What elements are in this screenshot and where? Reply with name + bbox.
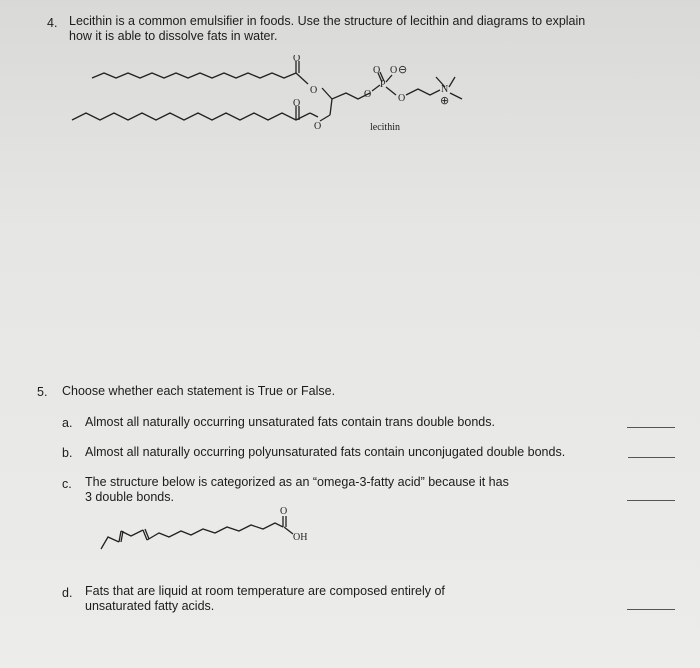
lecithin-structure — [0, 55, 700, 205]
item-b-answer-blank[interactable] — [628, 457, 675, 458]
lecithin-label: lecithin — [370, 122, 400, 133]
item-c-text-line2: 3 double bonds. — [85, 490, 174, 504]
item-d-text-line1: Fats that are liquid at room temperature are composed entirely of — [85, 584, 445, 598]
atom-o-phosphate-4: O — [398, 93, 406, 104]
item-c-text-line1: The structure below is categorized as an “omega-3-fatty acid” because it has — [85, 475, 509, 489]
ammonium-positive-charge: ⊕ — [440, 94, 450, 107]
atom-o-carbonyl-2: O — [293, 98, 301, 109]
item-b-text: Almost all naturally occurring polyunsaturated fats contain unconjugated double bonds. — [85, 445, 566, 459]
atom-o-phosphate-3: O — [390, 65, 398, 76]
item-a-letter: a. — [62, 416, 73, 430]
atom-o-carbonyl-1: O — [293, 55, 301, 64]
item-d-text-line2: unsaturated fatty acids. — [85, 599, 215, 613]
item-c-letter: c. — [62, 477, 72, 491]
item-b-letter: b. — [62, 446, 73, 460]
acid-carbonyl-o: O — [280, 506, 288, 517]
question-4-number: 4. — [47, 16, 58, 30]
question-4-text-line1: Lecithin is a common emulsifier in foods. Use the structure of lecithin and diagrams to explain — [69, 14, 586, 28]
acid-hydroxyl-oh: OH — [293, 532, 308, 543]
atom-o-ester-2: O — [314, 121, 322, 132]
item-d-answer-blank[interactable] — [627, 609, 675, 610]
question-4-text-line2: how it is able to dissolve fats in water. — [69, 29, 278, 43]
item-d-letter: d. — [62, 586, 73, 600]
atom-o-phosphate-1: O — [364, 89, 372, 100]
item-a-text: Almost all naturally occurring unsaturated fats contain trans double bonds. — [85, 415, 495, 429]
atom-o-ester-1: O — [310, 85, 318, 96]
question-5-number: 5. — [37, 385, 48, 399]
fatty-acid-structure — [95, 500, 395, 560]
item-a-answer-blank[interactable] — [627, 427, 675, 428]
question-5-prompt: Choose whether each statement is True or False. — [62, 384, 336, 398]
item-c-answer-blank[interactable] — [627, 500, 675, 501]
atom-n: N — [441, 84, 449, 95]
atom-p: P — [380, 79, 386, 90]
phosphate-negative-charge: ⊖ — [398, 63, 408, 76]
atom-o-phosphate-2: O — [373, 65, 381, 76]
